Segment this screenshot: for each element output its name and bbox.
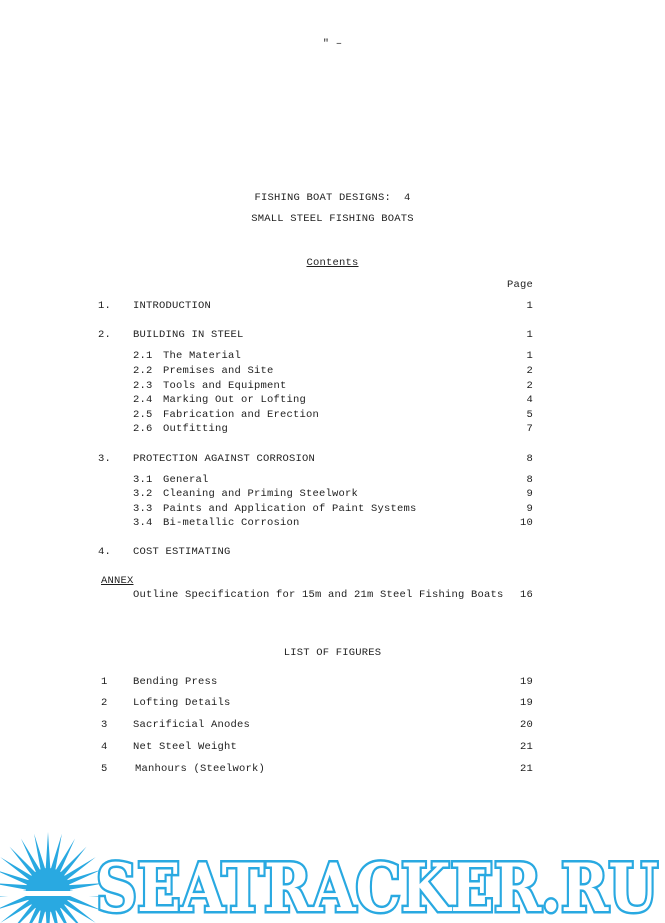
watermark-text: SEATRACKER.RU <box>96 849 658 923</box>
subsection-page: 4 <box>526 394 533 406</box>
figure-page: 21 <box>519 763 533 775</box>
annex-page: 16 <box>519 589 533 601</box>
figure-number: 5 <box>101 763 108 775</box>
figure-page: 19 <box>519 676 533 688</box>
contents-heading: Contents <box>306 257 359 269</box>
sun-icon <box>0 832 106 923</box>
subsection-number: 2.6 <box>133 423 153 435</box>
figure-title: Net Steel Weight <box>133 741 238 753</box>
section-number: 1. <box>98 300 112 312</box>
subsection-title: Tools and Equipment <box>163 380 287 392</box>
subsection-page: 2 <box>526 365 533 377</box>
section-number: 3. <box>98 453 112 465</box>
figure-page: 20 <box>519 719 533 731</box>
subsection-title: Fabrication and Erection <box>163 409 320 421</box>
subsection-number: 3.4 <box>133 517 153 529</box>
figure-number: 2 <box>101 697 108 709</box>
subsection-number: 3.1 <box>133 474 153 486</box>
annex-title: Outline Specification for 15m and 21m Steel Fishing Boats <box>133 589 504 601</box>
section-number: 4. <box>98 546 112 558</box>
subsection-page: 5 <box>526 409 533 421</box>
subsection-number: 3.3 <box>133 503 153 515</box>
figure-title: Lofting Details <box>133 697 231 709</box>
figure-page: 19 <box>519 697 533 709</box>
subsection-number: 2.2 <box>133 365 153 377</box>
annex-label: ANNEX <box>101 575 134 587</box>
subsection-number: 2.1 <box>133 350 153 362</box>
section-number: 2. <box>98 329 112 341</box>
section-page: 1 <box>526 329 533 341</box>
doc-subtitle: SMALL STEEL FISHING BOATS <box>251 213 414 225</box>
subsection-number: 2.5 <box>133 409 153 421</box>
watermark-logo <box>0 818 665 923</box>
figures-heading: LIST OF FIGURES <box>283 647 382 659</box>
subsection-number: 2.3 <box>133 380 153 392</box>
subsection-page: 7 <box>526 423 533 435</box>
section-title: COST ESTIMATING <box>133 546 231 558</box>
page-column-header: Page <box>506 279 533 291</box>
figure-number: 4 <box>101 741 108 753</box>
figure-title: Manhours (Steelwork) <box>135 763 266 775</box>
figure-page: 21 <box>519 741 533 753</box>
figure-number: 3 <box>101 719 108 731</box>
subsection-number: 3.2 <box>133 488 153 500</box>
section-page: 1 <box>526 300 533 312</box>
subsection-title: Marking Out or Lofting <box>163 394 307 406</box>
header-mark: " – <box>322 38 343 50</box>
subsection-number: 2.4 <box>133 394 153 406</box>
section-title: INTRODUCTION <box>133 300 212 312</box>
subsection-title: Premises and Site <box>163 365 274 377</box>
subsection-title: The Material <box>163 350 242 362</box>
figure-number: 1 <box>101 676 108 688</box>
subsection-title: Cleaning and Priming Steelwork <box>163 488 359 500</box>
section-page: 8 <box>526 453 533 465</box>
figure-title: Bending Press <box>133 676 218 688</box>
subsection-title: Bi-metallic Corrosion <box>163 517 300 529</box>
subsection-page: 9 <box>526 503 533 515</box>
subsection-page: 10 <box>519 517 533 529</box>
subsection-page: 1 <box>526 350 533 362</box>
subsection-page: 2 <box>526 380 533 392</box>
subsection-title: General <box>163 474 209 486</box>
section-title: PROTECTION AGAINST CORROSION <box>133 453 316 465</box>
subsection-title: Paints and Application of Paint Systems <box>163 503 417 515</box>
doc-title: FISHING BOAT DESIGNS: 4 <box>254 192 411 204</box>
figure-title: Sacrificial Anodes <box>133 719 251 731</box>
subsection-page: 8 <box>526 474 533 486</box>
subsection-page: 9 <box>526 488 533 500</box>
subsection-title: Outfitting <box>163 423 229 435</box>
section-title: BUILDING IN STEEL <box>133 329 244 341</box>
